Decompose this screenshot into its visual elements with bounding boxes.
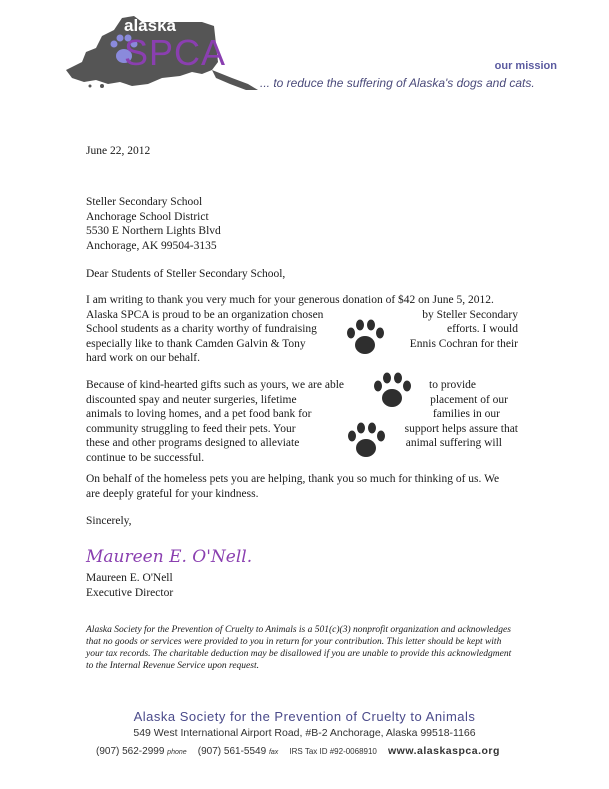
paw-print-icon [370, 368, 414, 412]
text-line: On behalf of the homeless pets you are helping, thank you so much for thinking of us. We [86, 473, 500, 485]
paw-print-icon [344, 418, 388, 462]
signer-name: Maureen E. O'Nell [86, 572, 173, 584]
text-line: by Steller Secondary [422, 308, 518, 321]
text-line: support helps assure that [404, 422, 518, 435]
text-line: especially like to thank Camden Galvin & Tony [86, 337, 306, 350]
text-line: are deeply grateful for your kindness. [86, 487, 259, 500]
text-line: Because of kind-hearted gifts such as yours, we are able [86, 379, 345, 391]
footer-organization: Alaska Society for the Prevention of Cruelty to Animals [133, 709, 476, 724]
paragraph-2 [86, 378, 518, 465]
phone-number: (907) 562-2999 [96, 746, 165, 757]
tax-disclaimer: Alaska Society for the Prevention of Cruelty to Animals is a 501(c)(3) nonprofit organization and acknowledges that no goods or services were provided to you in return for your contribution. This letter should be kept with your tax records. The charitable deduction may be disallowed if you are unable to provide this acknowledgment to the Internal Revenue Service upon request. [86, 625, 512, 671]
text-line: to provide [429, 379, 476, 391]
recipient-line: Steller Secondary School [86, 196, 203, 208]
mission-statement: ... to reduce the suffering of Alaska's dogs and cats. [260, 76, 535, 90]
text-line: efforts. I would [446, 323, 518, 335]
text-line: these and other programs designed to alleviate [86, 437, 300, 449]
closing: Sincerely, [86, 515, 132, 527]
text-line: animals to loving homes, and a pet food bank for [86, 408, 312, 420]
text-line: Alaska SPCA is proud to be an organization chosen [86, 308, 324, 321]
salutation: Dear Students of Steller Secondary School, [86, 268, 286, 280]
logo-spca: SPCA [124, 32, 227, 73]
paw-print-icon [343, 315, 387, 359]
paragraph-1 [86, 293, 518, 366]
signer-title: Executive Director [86, 587, 174, 599]
paragraph-3 [86, 472, 518, 501]
footer-contact [96, 745, 500, 757]
fax-label: fax [268, 749, 279, 756]
letter-date: June 22, 2012 [86, 145, 151, 157]
footer-address: 549 West International Airport Road, #B-2 Anchorage, Alaska 99518-1166 [133, 727, 476, 739]
recipient-line: 5530 E Northern Lights Blvd [86, 225, 221, 237]
text-line: continue to be successful. [86, 451, 205, 464]
website-link[interactable]: www.alaskaspca.org [388, 745, 500, 757]
recipient-line: Anchorage School District [86, 211, 209, 223]
text-line: families in our [432, 408, 500, 420]
text-line: discounted spay and neuter surgeries, lifetime [86, 393, 297, 406]
recipient-line: Anchorage, AK 99504-3135 [86, 240, 217, 252]
text-line: School students as a charity worthy of fundraising [86, 323, 317, 335]
phone-label: phone [167, 749, 187, 756]
text-line: placement of our [430, 393, 508, 406]
mission-label: our mission [494, 60, 557, 72]
text-line: I am writing to thank you very much for your generous donation of $42 on June 5, 2012. [86, 294, 494, 306]
text-line: hard work on our behalf. [86, 352, 201, 364]
text-line: community struggling to feed their pets. Your [86, 422, 296, 435]
tax-id: IRS Tax ID #92-0068910 [289, 747, 377, 756]
text-line: animal suffering will [405, 437, 502, 449]
fax-number: (907) 561-5549 [197, 746, 267, 757]
signature: Maureen E. O'Nell. [86, 547, 253, 567]
text-line: Ennis Cochran for their [409, 337, 518, 350]
logo-alaska: alaska [124, 16, 176, 35]
